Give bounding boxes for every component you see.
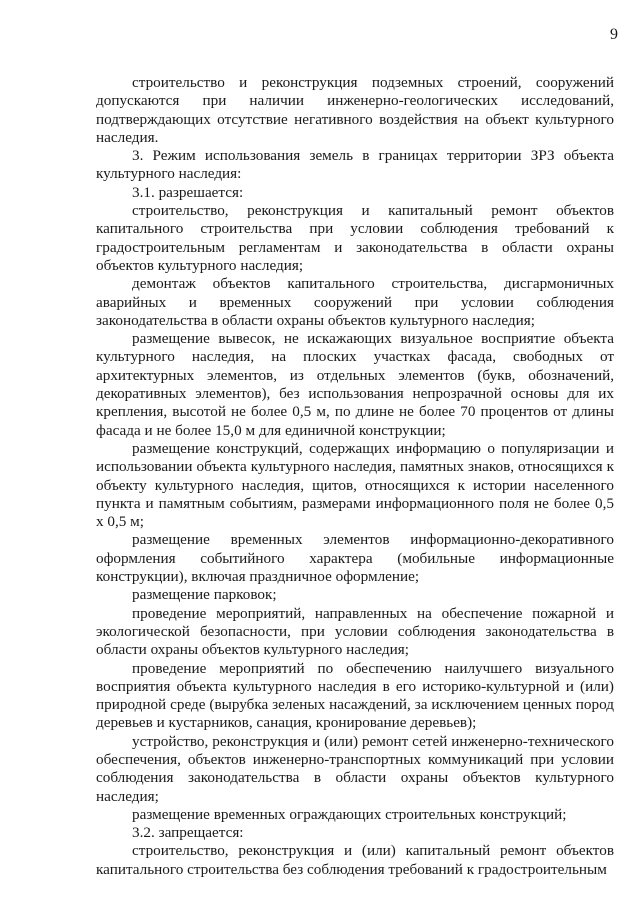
paragraph-section-3-heading: 3. Режим использования земель в границах территории ЗРЗ объекта культурного наследия: [96,147,614,183]
document-body [96,74,614,879]
paragraph-fire-safety: проведение мероприятий, направленных на обеспечение пожарной и экологической безопасности, при условии соблюдения законодательства в области охраны объектов культурного наследия; [96,604,614,659]
paragraph-construction-prohibited: строительство, реконструкция и (или) капитальный ремонт объектов капитального строительства без соблюдения требований к градостроительным [96,842,614,878]
paragraph-signage: размещение вывесок, не искажающих визуальное восприятие объекта культурного наследия, на плоских участках фасада, свободных от архитектурных элементов, из отдельных элементов (букв, обозначений, декоративных элементов), без использования непрозрачной основы для их крепления, высотой не более 0,5 м, по длине не более 70 процентов от длины фасада и не более 15,0 м для единичной конструкции; [96,330,614,439]
paragraph-section-3-1-allowed: 3.1. разрешается: [132,183,244,201]
paragraph-info-structures: размещение конструкций, содержащих информацию о популяризации и использовании объекта культурного наследия, памятных знаков, относящихся к объекту культурного наследия, щитов, относящихся к истории населенного пункта и памятным событиям, размерами информационного поля не более 0,5 х 0,5 м; [96,439,614,531]
paragraph-section-3-2-prohibited: 3.2. запрещается: [132,824,244,842]
paragraph-demolition: демонтаж объектов капитального строительства, дисгармоничных аварийных и временных сооружений при условии соблюдения законодательства в области охраны объектов культурного наследия; [96,275,614,329]
paragraph-temporary-decor: размещение временных элементов информационно-декоративного оформления событийного характера (мобильные информационные конструкции), включая праздничное оформление; [96,531,614,586]
paragraph-construction-allowed: строительство, реконструкция и капитальный ремонт объектов капитального строительства при условии соблюдения требований к градостроительным регламентам и законодательства в области охраны объектов культурного наследия; [96,202,614,274]
paragraph-engineering-networks: устройство, реконструкция и (или) ремонт сетей инженерно-технического обеспечения, объектов инженерно-транспортных коммуникаций при условии соблюдения законодательства в области охраны объектов культурного наследия; [96,732,614,805]
paragraph-parking: размещение парковок; [132,586,277,604]
paragraph-temporary-fences: размещение временных ограждающих строительных конструкций; [132,805,567,823]
page-number: 9 [610,26,618,43]
paragraph-underground-construction: строительство и реконструкция подземных строений, сооружений допускаются при наличии инженерно-геологических исследований, подтверждающих отсутствие негативного воздействия на объект культурного наследия. [96,74,614,146]
paragraph-visual-perception: проведение мероприятий по обеспечению наилучшего визуального восприятия объекта культурного наследия в его историко-культурной и (или) природной среде (вырубка зеленых насаждений, за исключением ценных пород деревьев и кустарников, санация, кронирование деревьев); [96,659,614,732]
